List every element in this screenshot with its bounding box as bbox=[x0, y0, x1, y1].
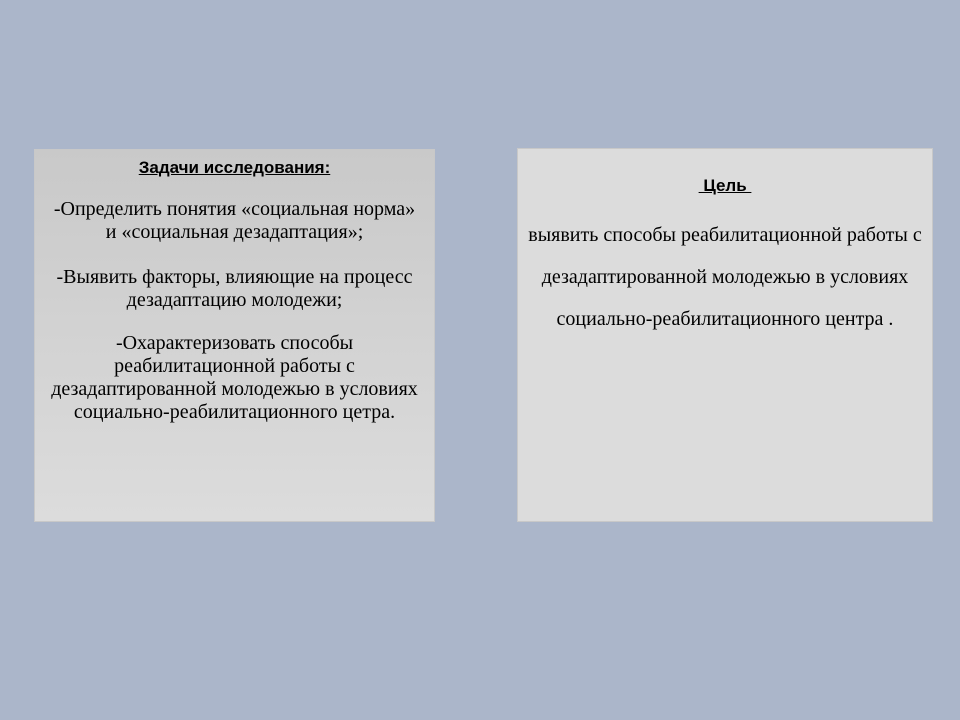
goal-text: выявить способы реабилитационной работы с дезадаптированной молодежью в условиях социально-реабилитационного центра . bbox=[528, 224, 922, 330]
goal-title: Цель bbox=[698, 176, 752, 195]
task-item-2: -Выявить факторы, влияющие на процесс дезадаптацию молодежи; bbox=[56, 266, 413, 311]
tasks-title: Задачи исследования: bbox=[138, 158, 331, 177]
goal-box bbox=[517, 148, 933, 522]
tasks-box bbox=[34, 149, 435, 522]
task-item-3: -Охарактеризовать способы реабилитационной работы с дезадаптированной молодежью в условиях социально-реабилитационного цетра. bbox=[51, 332, 418, 423]
task-item-1: -Определить понятия «социальная норма» и «социальная дезадаптация»; bbox=[53, 198, 416, 243]
